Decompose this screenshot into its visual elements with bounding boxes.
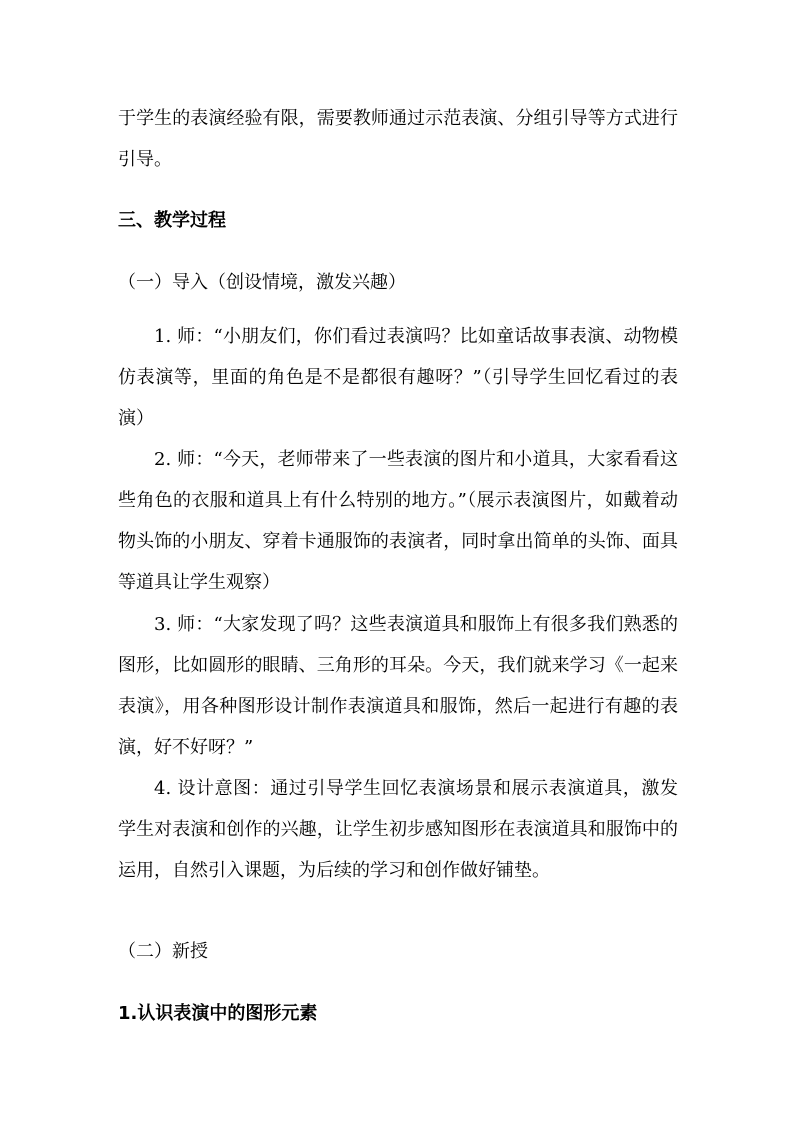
continuation-paragraph: 于学生的表演经验有限，需要教师通过示范表演、分组引导等方式进行引导。 xyxy=(118,108,678,170)
list-item: 3. 师：“大家发现了吗？这些表演道具和服饰上有很多我们熟悉的图形，比如圆形的眼睛、三角形的耳朵。今天，我们就来学习《一起来表演》，用各种图形设计制作表演道具和服饰，然后一起进行有趣的表演，好不好呀？” xyxy=(118,614,678,758)
list-item: 4. 设计意图：通过引导学生回忆表演场景和展示表演道具，激发学生对表演和创作的兴趣，让学生初步感知图形在表演道具和服饰中的运用，自然引入课题，为后续的学习和创作做好铺垫。 xyxy=(118,778,678,881)
subsection-title-new: （二）新授 xyxy=(118,941,208,962)
subsection-item-heading: 1.认识表演中的图形元素 xyxy=(118,1003,318,1024)
section-title: 三、教学过程 xyxy=(118,210,226,231)
list-item: 2. 师：“今天，老师带来了一些表演的图片和小道具，大家看看这些角色的衣服和道具上有什么特别的地方。”（展示表演图片，如戴着动物头饰的小朋友、穿着卡通服饰的表演者，同时拿出简单的头饰、面具等道具让学生观察） xyxy=(118,449,678,593)
list-item: 1. 师：“小朋友们，你们看过表演吗？比如童话故事表演、动物模仿表演等，里面的角色是不是都很有趣呀？”（引导学生回忆看过的表演） xyxy=(118,326,678,429)
subsection-title-intro: （一）导入（创设情境，激发兴趣） xyxy=(118,272,406,293)
